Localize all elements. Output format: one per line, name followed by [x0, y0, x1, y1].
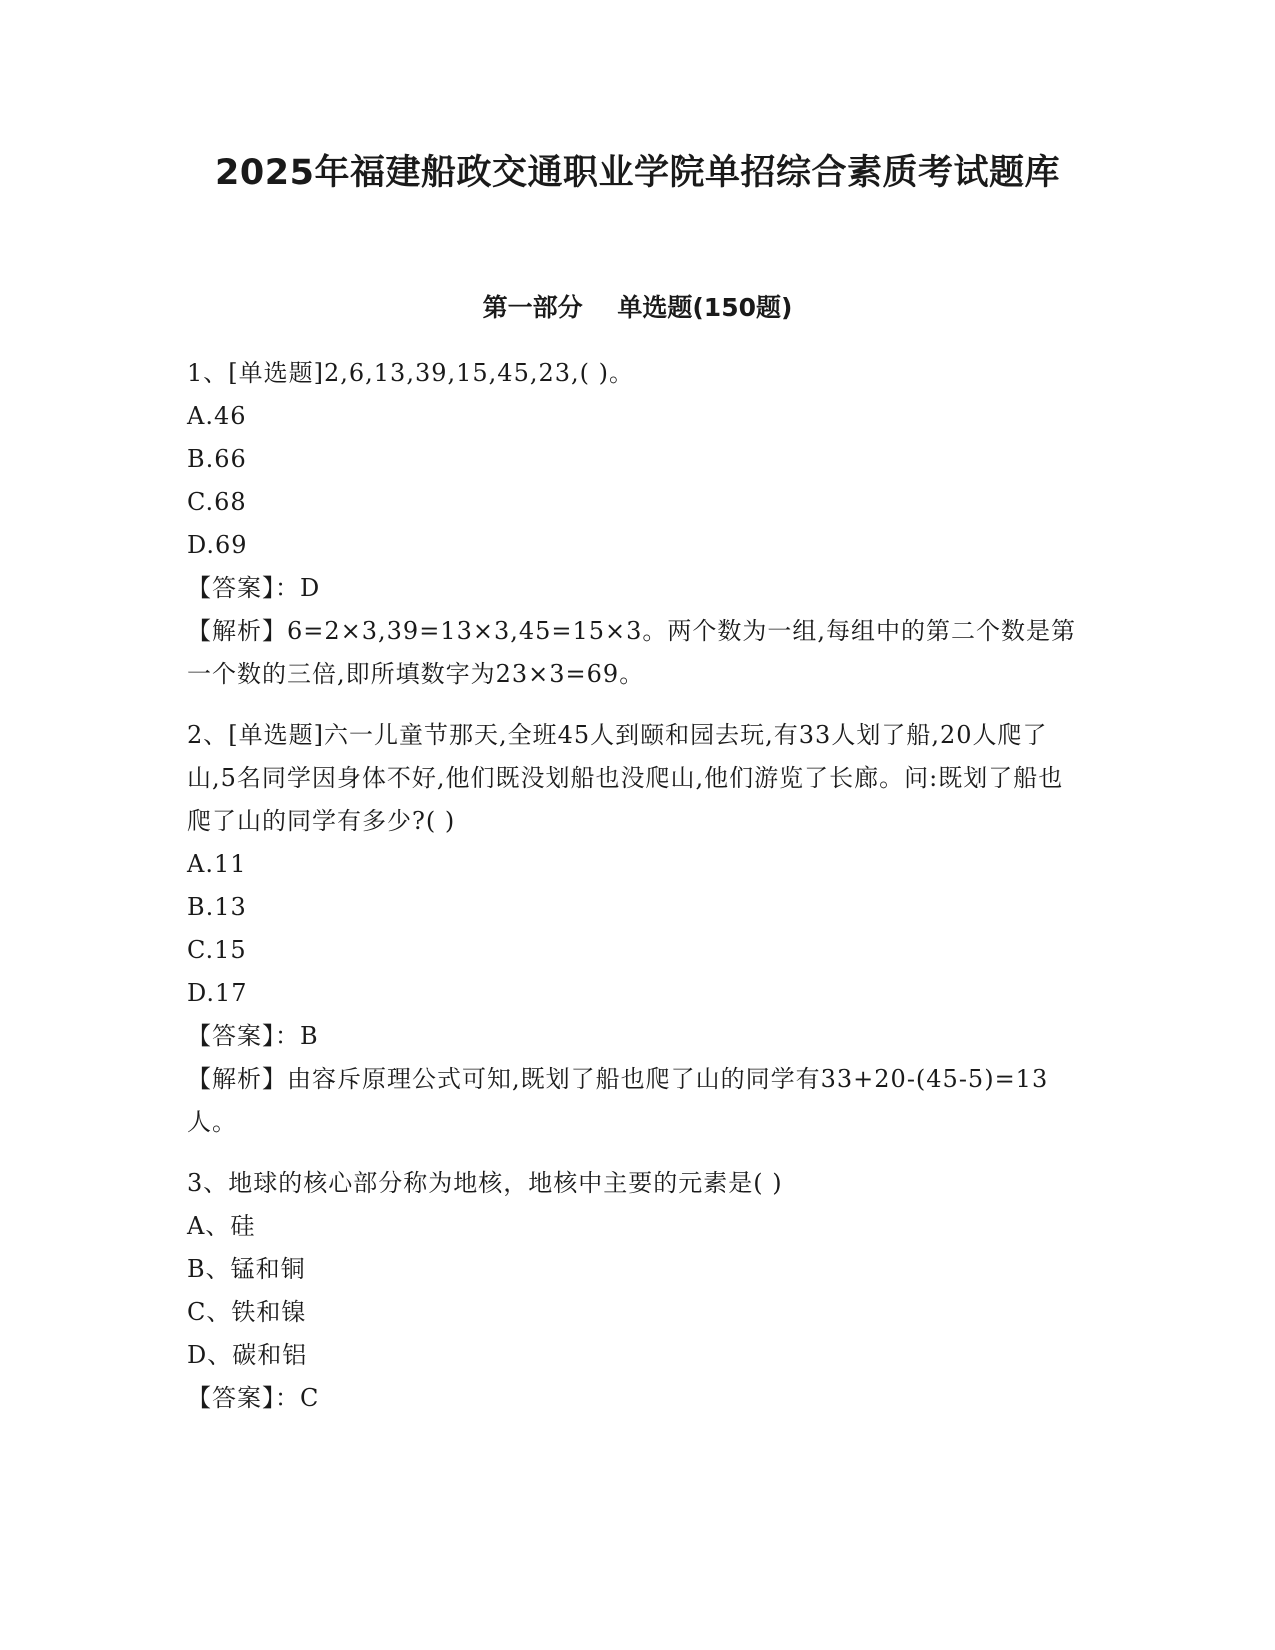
option-c: C、铁和镍: [187, 1298, 307, 1326]
option-d: D、碳和铝: [187, 1341, 308, 1369]
answer-label: 【答案】：: [187, 1384, 300, 1412]
answer-line: [187, 1377, 1087, 1420]
question-3: [187, 1162, 1087, 1420]
answer-value: C: [300, 1384, 320, 1412]
analysis-line: [187, 610, 1087, 696]
answer-label: 【答案】：: [187, 1022, 300, 1050]
analysis-line: [187, 1058, 1087, 1144]
option-b: B、锰和铜: [187, 1255, 306, 1283]
answer-label: 【答案】：: [187, 574, 300, 602]
question-list: [187, 352, 1087, 1438]
document-title: 2025年福建船政交通职业学院单招综合素质考试题库: [215, 153, 1060, 193]
answer-value: D: [300, 574, 321, 602]
answer-line: [187, 1015, 1087, 1058]
option-c: C.68: [187, 488, 247, 516]
answer-value: B: [300, 1022, 319, 1050]
question-stem: 1、[单选题]2,6,13,39,15,45,23,( )。: [187, 359, 634, 387]
option-d: D.17: [187, 979, 248, 1007]
section-title: 第一部分 单选题(150题): [482, 293, 793, 322]
option-a: A、硅: [187, 1212, 256, 1240]
analysis-text: 6=2×3,39=13×3,45=15×3。两个数为一组,每组中的第二个数是第一个数的三倍,即所填数字为23×3=69。: [187, 617, 1077, 688]
option-b: B.13: [187, 893, 247, 921]
question-1: [187, 352, 1087, 696]
question-stem: 3、地球的核心部分称为地核，地核中主要的元素是( ): [187, 1169, 783, 1197]
option-a: A.11: [187, 850, 247, 878]
option-c: C.15: [187, 936, 247, 964]
option-d: D.69: [187, 531, 248, 559]
analysis-label: 【解析】: [187, 1065, 287, 1093]
analysis-label: 【解析】: [187, 617, 287, 645]
question-2: [187, 714, 1087, 1144]
option-b: B.66: [187, 445, 247, 473]
analysis-text: 由容斥原理公式可知,既划了船也爬了山的同学有33+20-(45-5)=13人。: [187, 1065, 1049, 1136]
answer-line: [187, 567, 1087, 610]
option-a: A.46: [187, 402, 247, 430]
question-stem: 2、[单选题]六一儿童节那天,全班45人到颐和园去玩,有33人划了船,20人爬了山,5名同学因身体不好,他们既没划船也没爬山,他们游览了长廊。问:既划了船也爬了山的同学有多少?( ): [187, 721, 1064, 835]
